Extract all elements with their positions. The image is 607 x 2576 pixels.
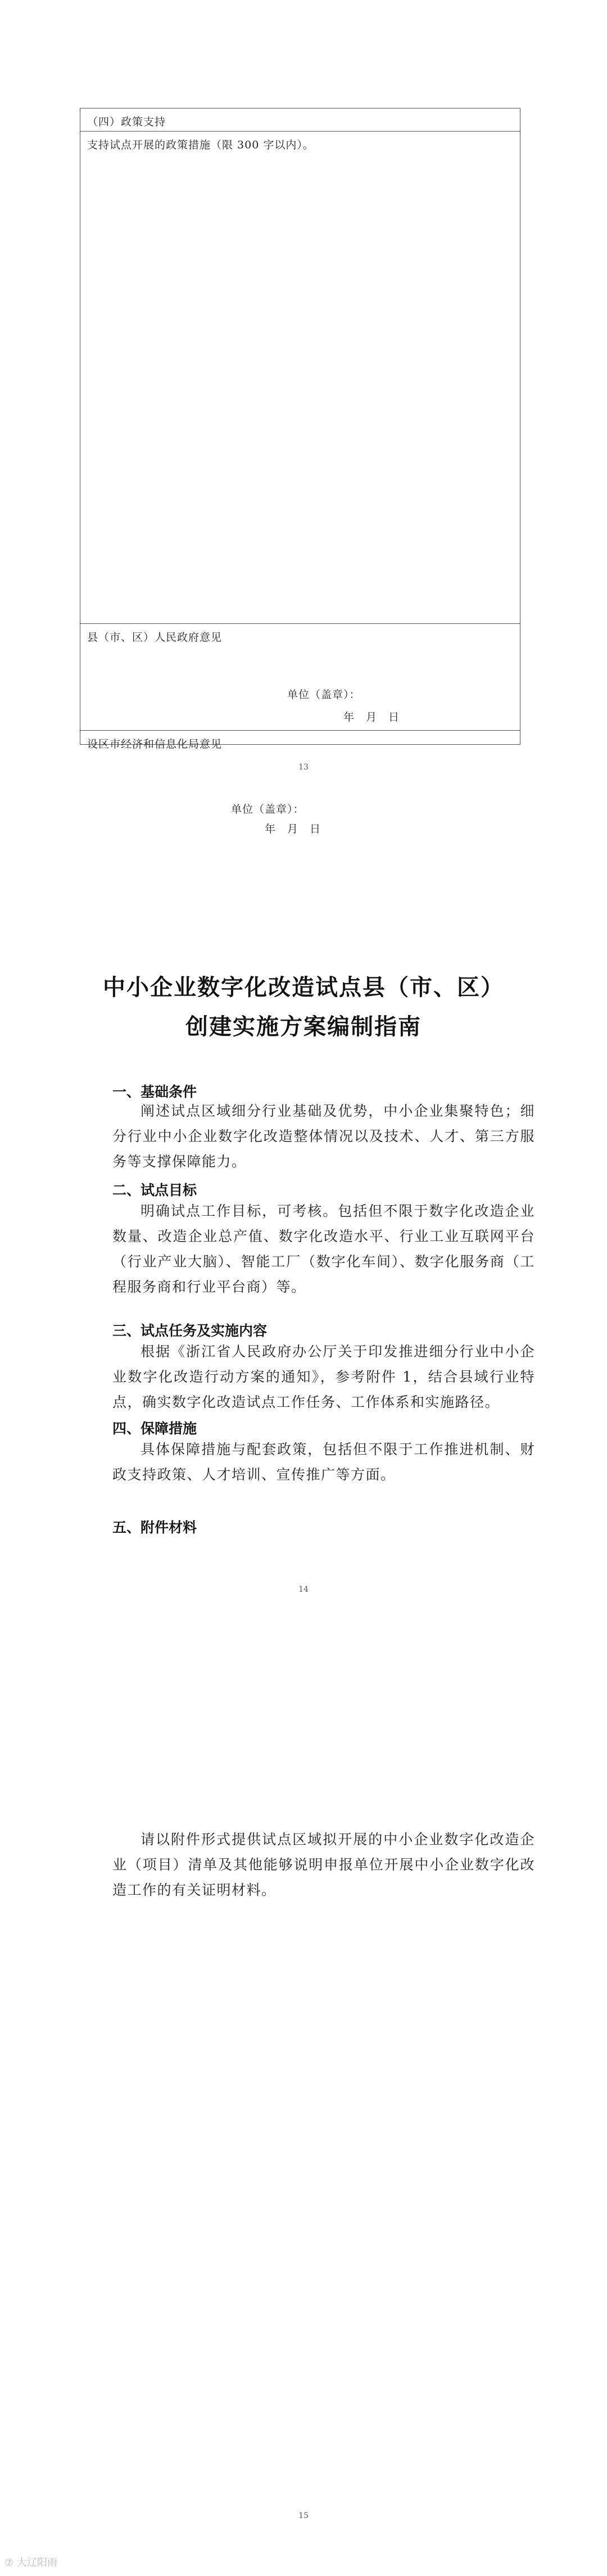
guide-title-line1: 中小企业数字化改造试点县（市、区） [103, 974, 504, 1000]
page-number-15: 15 [298, 2511, 309, 2520]
section-heading-4: 四、保障措施 [112, 1420, 197, 1437]
section-heading-5: 五、附件材料 [112, 1519, 197, 1536]
section-body-3: 根据《浙江省人民政府办公厅关于印发推进细分行业中小企业数字化改造行动方案的通知》，参考附件 1，结合县域行业特点，确实数字化改造试点工作任务、工作体系和实施路径。 [112, 1343, 535, 1410]
section-body-1: 阐述试点区域细分行业基础及优势，中小企业集聚特色；细分行业中小企业数字化改造整体情况以及技术、人才、第三方服务等支撑保障能力。 [112, 1103, 535, 1170]
county-opinion-row [80, 624, 520, 731]
policy-header-row [80, 108, 520, 132]
policy-prompt: 支持试点开展的政策措施（限 300 字以内）。 [87, 139, 314, 151]
section-heading-1: 一、基础条件 [112, 1084, 197, 1100]
section-body-4: 具体保障措施与配套政策，包括但不限于工作推进机制、财政支持政策、人才培训、宣传推广等方面。 [112, 1441, 535, 1483]
watermark-logo: ⑦ 大辽阳雨 [4, 2557, 57, 2569]
city-unit-seal: 单位（盖章）： [231, 803, 305, 816]
policy-header: （四）政策支持 [87, 116, 166, 128]
city-date: 年 月 日 [265, 823, 321, 835]
policy-content-row [80, 132, 520, 624]
section-heading-2: 二、试点目标 [112, 1182, 197, 1198]
city-opinion-label: 设区市经济和信息化局意见 [87, 738, 223, 750]
attachment-note: 请以附件形式提供试点区域拟开展的中小企业数字化改造企业（项目）清单及其他能够说明申报单位开展中小企业数字化改造工作的有关证明材料。 [112, 1831, 535, 1898]
guide-title-line2: 创建实施方案编制指南 [185, 1013, 422, 1040]
county-date: 年 月 日 [343, 711, 400, 723]
page-number-13: 13 [298, 763, 309, 772]
city-opinion-row [80, 731, 520, 837]
section-body-2: 明确试点工作目标，可考核。包括但不限于数字化改造企业数量、改造企业总产值、数字化改造水平、行业工业互联网平台（行业产业大脑）、智能工厂（数字化车间）、数字化服务商（工程服务商和行业平台商）等。 [112, 1203, 535, 1295]
section-heading-3: 三、试点任务及实施内容 [112, 1323, 268, 1339]
county-unit-seal: 单位（盖章）： [287, 689, 361, 701]
county-opinion-label: 县（市、区）人民政府意见 [87, 631, 223, 644]
page-number-14: 14 [298, 1585, 309, 1594]
